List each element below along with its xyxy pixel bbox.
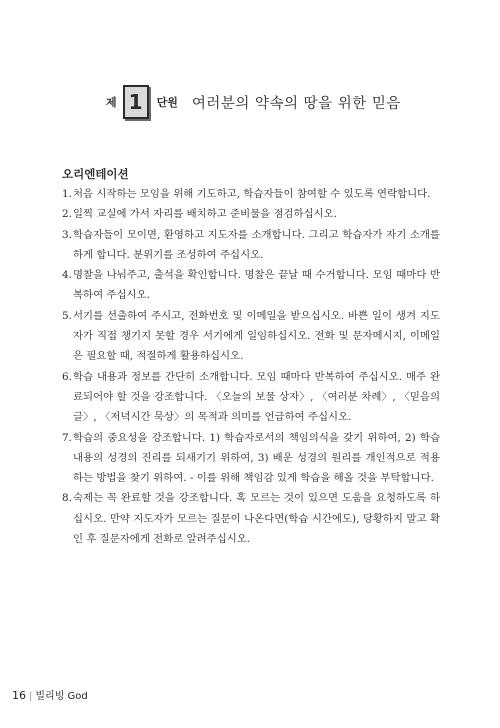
list-item: [62, 265, 440, 306]
item-number: 7.: [62, 431, 72, 444]
item-text: 학습 내용과 정보를 간단히 소개합니다. 모임 때마다 반복하여 주십시오. 매주 완료되어야 할 것을 강조합니다. 〈오늘의 보물 상자〉, 〈여러분 차례〉, 〈믿음의 글〉, 〈저녁시간 묵상〉의 목적과 의미를 언급하여 주십시오.: [73, 370, 440, 424]
list-item: [62, 306, 440, 367]
unit-prefix: 제: [106, 96, 117, 109]
list-item: [62, 225, 440, 266]
item-number: 4.: [62, 269, 72, 282]
item-text: 숙제는 꼭 완료할 것을 강조합니다. 혹 모르는 것이 있으면 도움을 요청하도록 하십시오. 만약 지도자가 모르는 질문이 나온다면(학습 시간에도), 당황하지 말고 확인 후 질문자에게 전화로 알려주십시오.: [73, 492, 440, 546]
item-text: 학습자들이 모이면, 환영하고 지도자를 소개합니다. 그리고 학습자가 자기 소개를 하게 합니다. 분위기를 조성하여 주십시오.: [73, 228, 440, 261]
item-text: 서기를 선출하여 주시고, 전화번호 및 이메일을 받으십시오. 바쁜 일이 생겨 지도자가 직접 챙기지 못할 경우 서기에게 일임하십시오. 전화 및 문자메시지, 이메일은 필요할 때, 적절하게 활용하십시오.: [73, 309, 440, 363]
item-number: 1.: [62, 188, 72, 200]
item-number: 3.: [62, 228, 72, 241]
item-text: 명찰을 나눠주고, 출석을 확인합니다. 명찰은 끝날 때 수거합니다. 모임 때마다 반복하여 주십시오.: [73, 269, 440, 302]
item-number: 8.: [62, 492, 72, 505]
item-text: 처음 시작하는 모임을 위해 기도하고, 학습자들이 참여할 수 있도록 연락합니다.: [73, 188, 431, 200]
book-title: 빌리빙 God: [35, 691, 88, 702]
item-text: 학습의 중요성을 강조합니다. 1) 학습자로서의 책임의식을 갖기 위하여, 2) 학습내용의 성경의 진리를 되새기기 위하여, 3) 배운 성경의 원리를 개인적으로 적용하는 방법을 찾기 위하여. - 이를 위해 책임감 있게 학습을 해올 것을 부탁합니다.: [73, 431, 440, 485]
unit-header: [106, 84, 401, 120]
item-number: 2.: [62, 208, 72, 221]
item-number: 5.: [62, 309, 72, 322]
list-item: [62, 184, 440, 204]
page-footer: [12, 687, 88, 702]
item-number: 6.: [62, 370, 72, 383]
page-number: 16: [12, 689, 26, 702]
unit-number-badge: 1: [123, 85, 149, 119]
section-heading: 오리엔테이션: [62, 167, 129, 181]
list-item: [62, 367, 440, 428]
footer-separator: |: [29, 691, 33, 702]
list-item: [62, 428, 440, 489]
unit-title: 여러분의 약속의 땅을 위한 믿음: [191, 95, 401, 112]
orientation-list: [62, 184, 440, 549]
list-item: [62, 204, 440, 224]
item-text: 일찍 교실에 가서 자리를 배치하고 준비물을 점검하십시오.: [73, 208, 338, 221]
unit-suffix: 단원: [156, 96, 178, 109]
list-item: [62, 488, 440, 549]
